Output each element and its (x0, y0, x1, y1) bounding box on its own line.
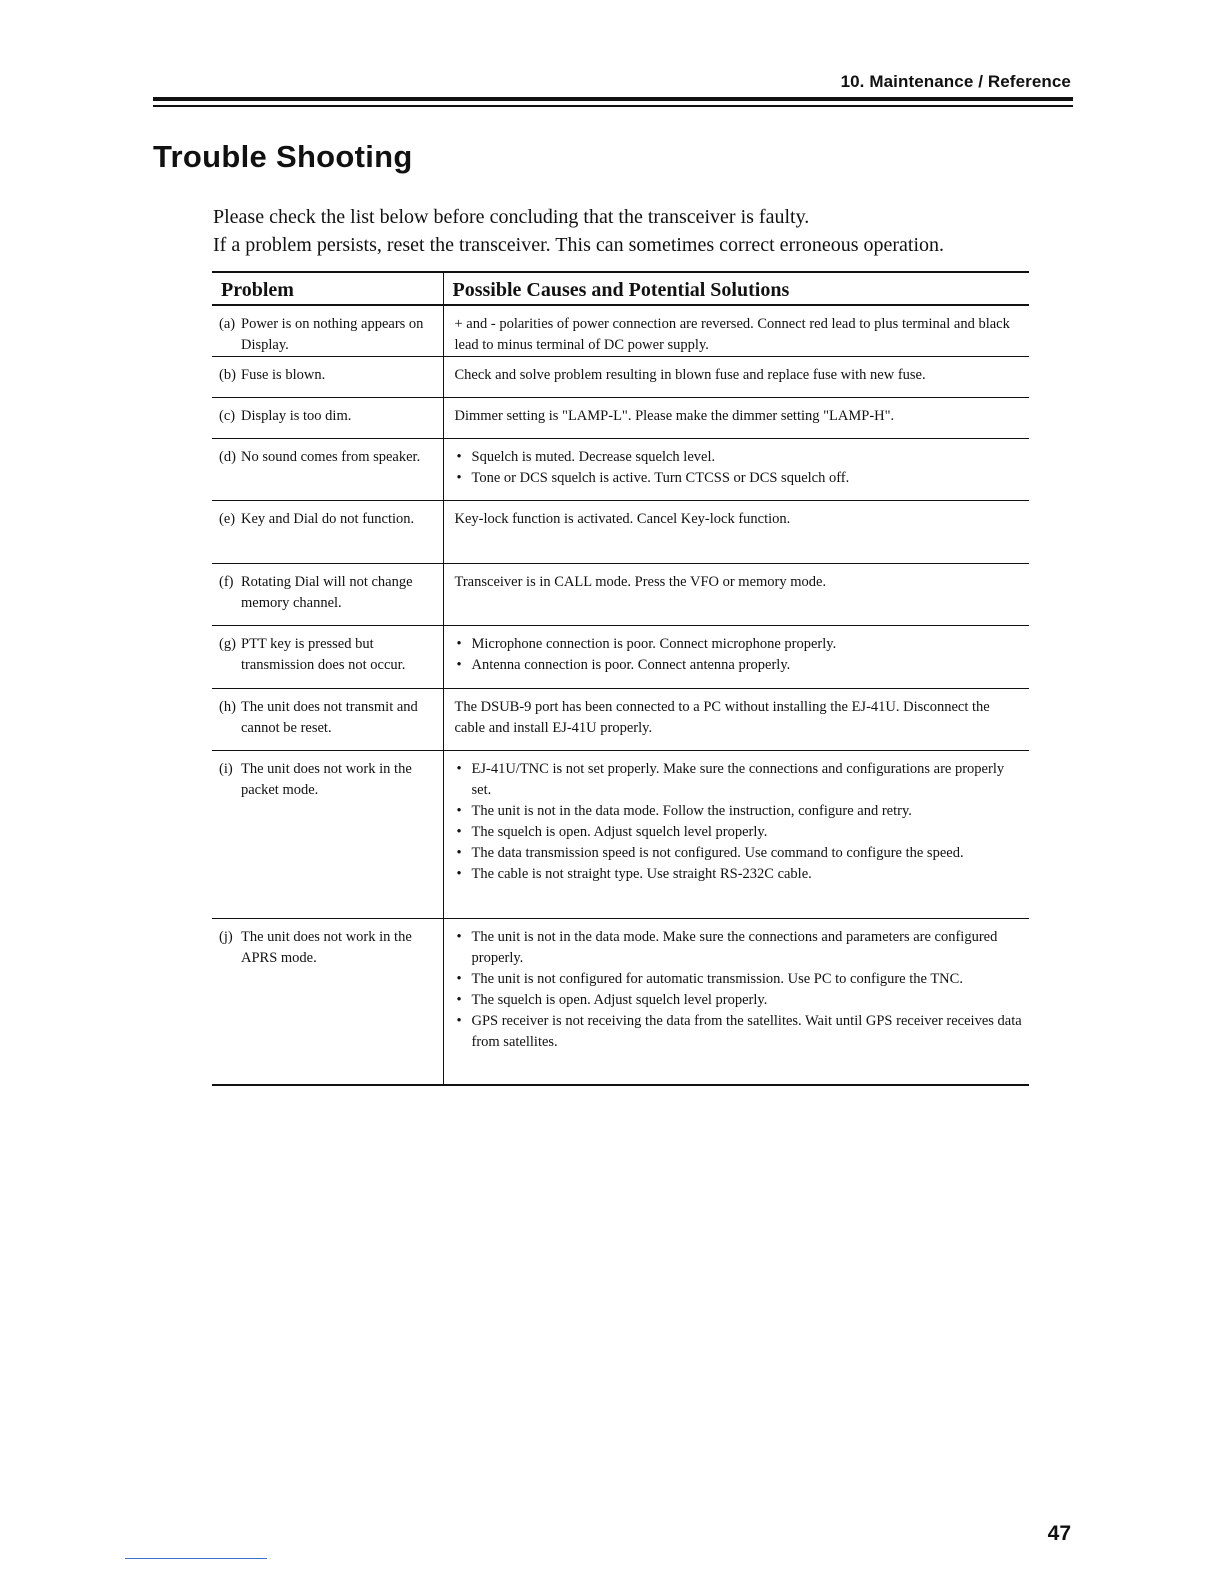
intro (213, 203, 944, 259)
problem-cell (212, 689, 443, 751)
solution-text: The DSUB-9 port has been connected to a PC without installing the EJ-41U. Disconnect the cable and install EJ-41U properly. (454, 699, 990, 736)
solution-list-item: • The unit is not in the data mode. Make sure the connections and parameters are configured properly. (455, 927, 1024, 969)
problem-text: Display is too dim. (241, 408, 352, 424)
solution-text: Transceiver is in CALL mode. Press the VFO or memory mode. (454, 574, 827, 590)
problem-text: Key and Dial do not function. (241, 511, 415, 527)
problem-cell (212, 919, 443, 1085)
solution-cell (443, 689, 1029, 751)
problem-label: (c) (219, 408, 236, 424)
intro-line: If a problem persists, reset the transceiver. This can sometimes correct erroneous operation. (213, 234, 945, 256)
problem-label: (f) (219, 574, 234, 590)
section-header: 10. Maintenance / Reference (840, 72, 1071, 91)
problem-label: (a) (219, 316, 236, 332)
table-row (212, 357, 1029, 398)
solution-text: + and - polarities of power connection are reversed. Connect red lead to plus terminal and black lead to minus terminal of DC power supply. (454, 316, 1010, 353)
solution-list-item: • The unit is not configured for automatic transmission. Use PC to configure the TNC. (455, 969, 1024, 990)
intro-line: Please check the list below before concluding that the transceiver is faulty. (213, 206, 810, 228)
solution-list-item: • The unit is not in the data mode. Follow the instruction, configure and retry. (455, 801, 1024, 822)
problem-text: The unit does not work in the packet mode. (241, 761, 412, 798)
problem-text: PTT key is pressed but transmission does not occur. (241, 636, 406, 673)
table-row (212, 689, 1029, 751)
table-row (212, 626, 1029, 689)
table-row (212, 919, 1029, 1085)
solution-list-item: • The data transmission speed is not configured. Use command to configure the speed. (455, 843, 1024, 864)
solution-cell (443, 398, 1029, 439)
problem-cell (212, 439, 443, 501)
solution-text: Check and solve problem resulting in blown fuse and replace fuse with new fuse. (454, 367, 926, 383)
solution-list-item: • The cable is not straight type. Use straight RS-232C cable. (455, 864, 1024, 885)
solution-text: Key-lock function is activated. Cancel Key-lock function. (454, 511, 791, 527)
problem-cell (212, 398, 443, 439)
solution-cell (443, 919, 1029, 1085)
solution-list-item: • Tone or DCS squelch is active. Turn CTCSS or DCS squelch off. (455, 468, 1024, 489)
solution-list-item: • Microphone connection is poor. Connect microphone properly. (455, 634, 1024, 655)
table-body (212, 305, 1029, 1085)
problem-label: (j) (219, 929, 233, 945)
solution-text: Dimmer setting is "LAMP-L". Please make the dimmer setting "LAMP-H". (454, 408, 895, 424)
solution-list-item: • GPS receiver is not receiving the data from the satellites. Wait until GPS receiver receives data from satellites. (455, 1011, 1024, 1053)
solution-list (455, 927, 1024, 1053)
problem-cell (212, 751, 443, 919)
problem-label: (g) (219, 636, 236, 652)
problem-text: No sound comes from speaker. (241, 449, 421, 465)
problem-column-header: Problem (221, 279, 294, 301)
solution-list (455, 634, 1024, 676)
solution-list-item: • Squelch is muted. Decrease squelch level. (455, 447, 1024, 468)
problem-cell (212, 501, 443, 564)
solution-cell (443, 626, 1029, 689)
page-title: Trouble Shooting (153, 139, 413, 174)
solution-list-item: • The squelch is open. Adjust squelch level properly. (455, 990, 1024, 1011)
table-row (212, 305, 1029, 357)
table-row (212, 501, 1029, 564)
problem-cell (212, 626, 443, 689)
solution-cell (443, 439, 1029, 501)
solution-column-header: Possible Causes and Potential Solutions (443, 272, 1029, 305)
problem-text: Fuse is blown. (241, 367, 326, 383)
table-row (212, 398, 1029, 439)
solution-list-item: • EJ-41U/TNC is not set properly. Make sure the connections and configurations are properly set. (455, 759, 1024, 801)
page-number: 47 (1047, 1522, 1071, 1545)
solution-cell (443, 564, 1029, 626)
solution-cell (443, 751, 1029, 919)
solution-cell (443, 357, 1029, 398)
problem-text: Rotating Dial will not change memory channel. (241, 574, 413, 611)
solution-list (455, 447, 1024, 489)
header-rule-thick (153, 97, 1073, 101)
table-row (212, 751, 1029, 919)
footer-rule (125, 1558, 267, 1559)
problem-text: The unit does not transmit and cannot be reset. (241, 699, 418, 736)
problem-label: (h) (219, 699, 236, 715)
problem-cell (212, 305, 443, 357)
table-row (212, 564, 1029, 626)
solution-list-item: • Antenna connection is poor. Connect antenna properly. (455, 655, 1024, 676)
problem-text: Power is on nothing appears on Display. (241, 316, 424, 353)
solution-cell (443, 305, 1029, 357)
solution-list (455, 759, 1024, 885)
header-rule-thin (153, 105, 1073, 107)
table-row (212, 439, 1029, 501)
solution-list-item: • The squelch is open. Adjust squelch level properly. (455, 822, 1024, 843)
problem-label: (d) (219, 449, 236, 465)
solution-cell (443, 501, 1029, 564)
problem-label: (b) (219, 367, 236, 383)
problem-label: (i) (219, 761, 233, 777)
troubleshooting-table (212, 271, 1029, 1086)
problem-label: (e) (219, 511, 236, 527)
problem-cell (212, 564, 443, 626)
table-header-row (212, 272, 1029, 305)
problem-text: The unit does not work in the APRS mode. (241, 929, 412, 966)
problem-cell (212, 357, 443, 398)
